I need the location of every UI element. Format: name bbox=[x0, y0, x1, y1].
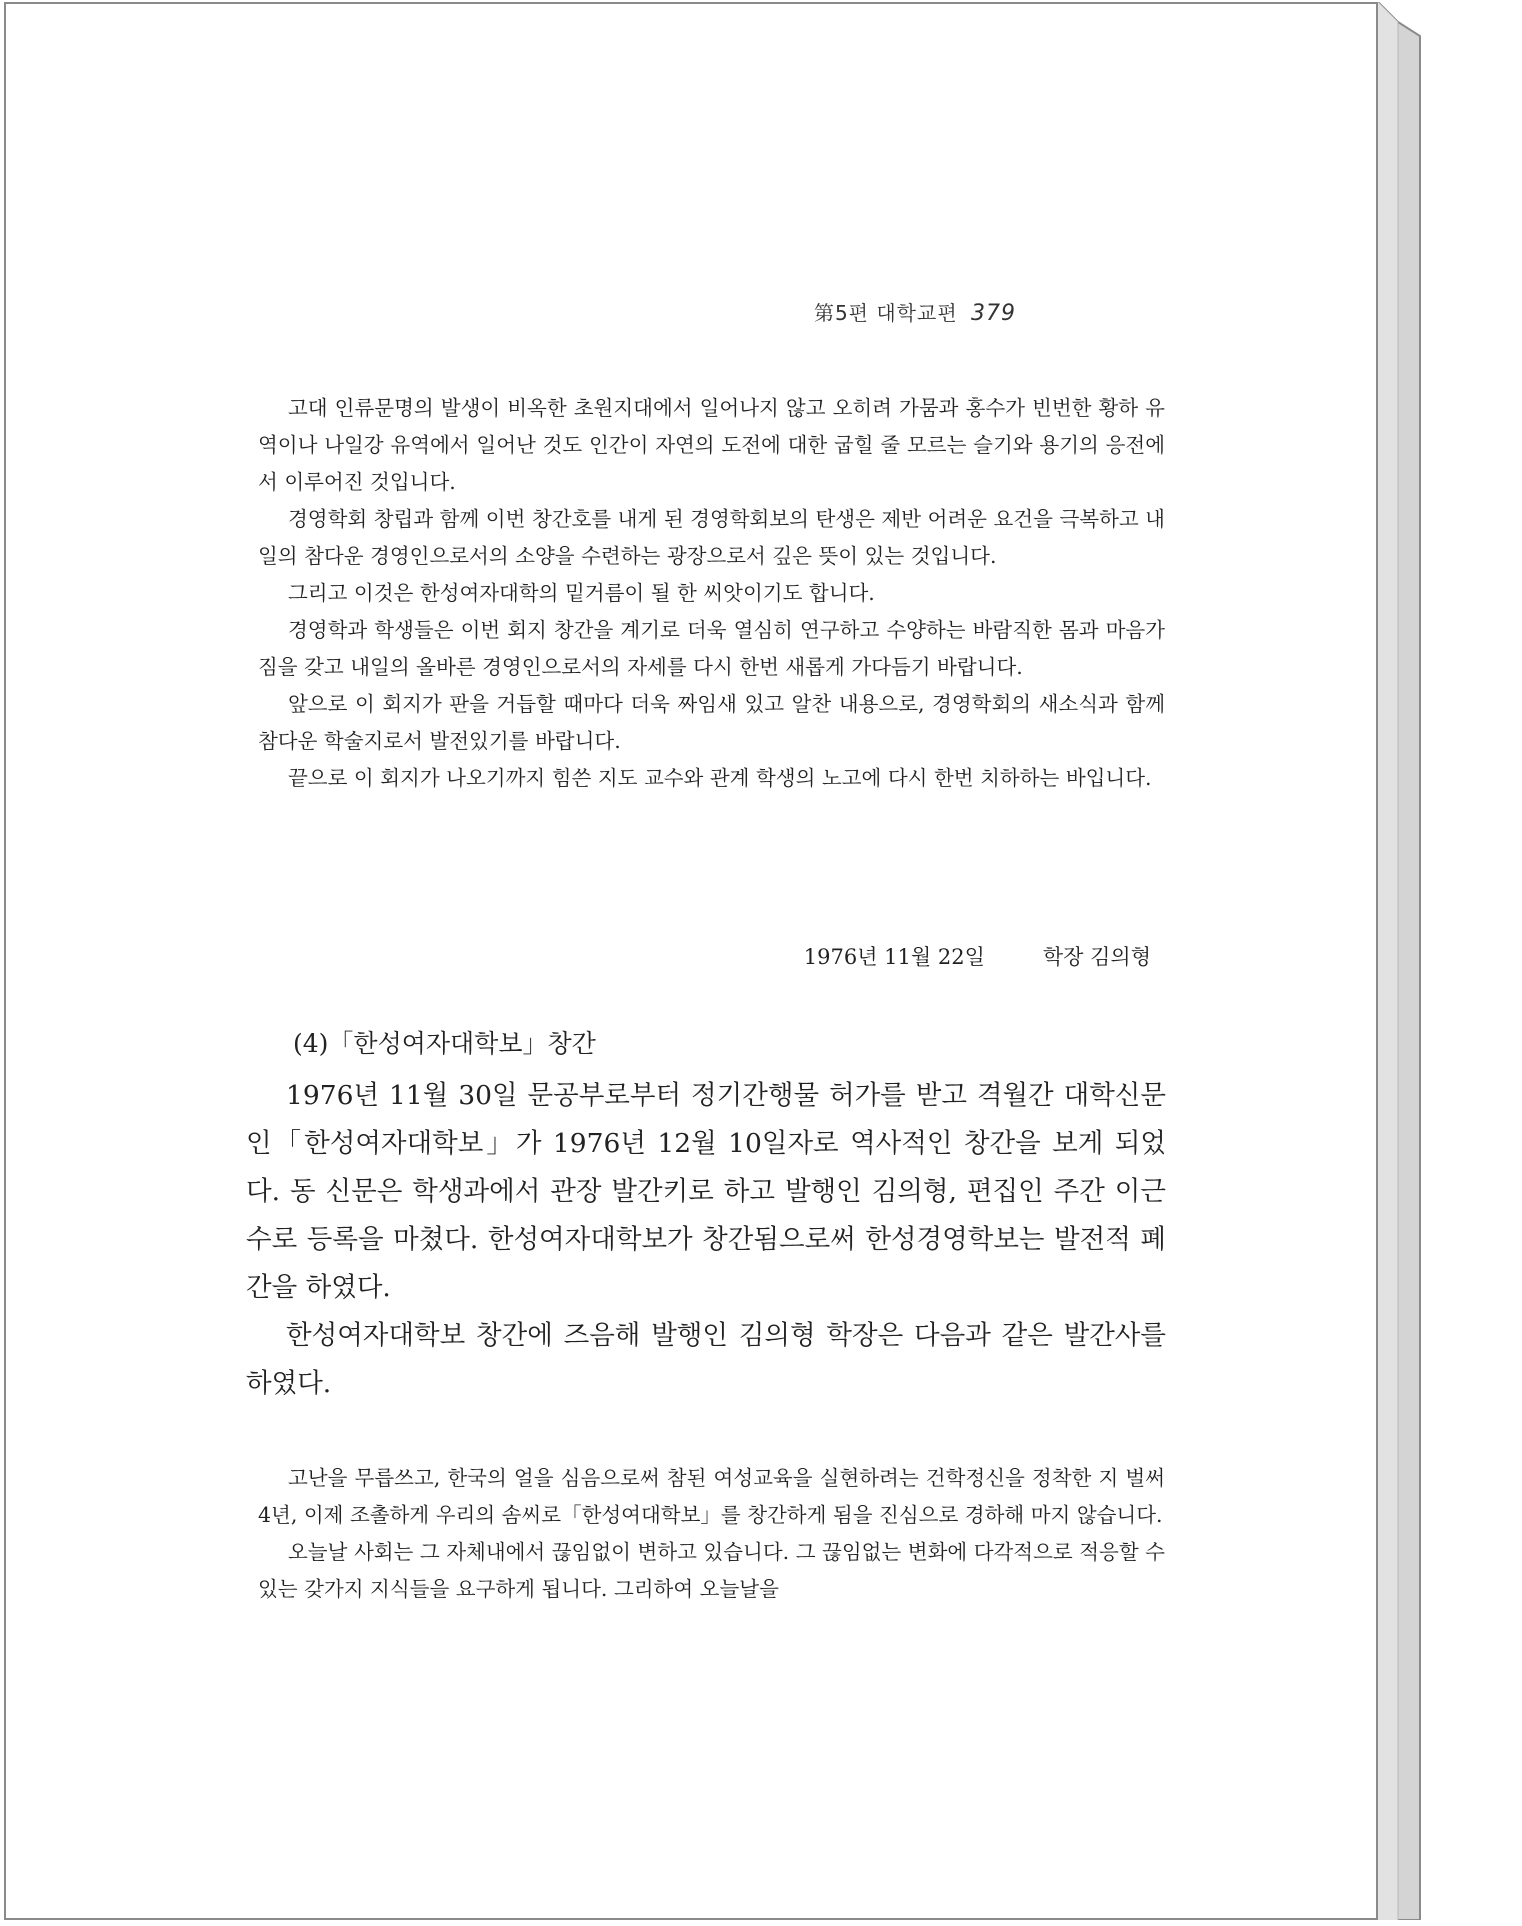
running-head bbox=[814, 297, 1016, 326]
signature-line bbox=[258, 941, 1151, 973]
quote-block-inaugural bbox=[258, 1460, 1165, 1608]
page-number: 379 bbox=[971, 301, 1016, 326]
quote1-paragraph: 경영학과 학생들은 이번 회지 창간을 계기로 더욱 열심히 연구하고 수양하는 바람직한 몸과 마음가짐을 갖고 내일의 올바른 경영인으로서의 자세를 다시 한번 새롭게 가다듬기 바랍니다. bbox=[258, 618, 1165, 679]
signature-date: 1976년 11월 22일 bbox=[803, 945, 985, 969]
body-text bbox=[246, 1072, 1166, 1408]
quote1-paragraph: 끝으로 이 회지가 나오기까지 힘쓴 지도 교수와 관계 학생의 노고에 다시 한번 치하하는 바입니다. bbox=[288, 766, 1152, 790]
document-page bbox=[4, 2, 1378, 1920]
page-stack-edge bbox=[1378, 2, 1426, 1920]
quote-block-congratulatory bbox=[258, 390, 1165, 797]
signature-author: 학장 김의형 bbox=[1042, 945, 1151, 969]
section-heading: (4)「한성여자대학보」창간 bbox=[293, 1029, 596, 1058]
quote2-paragraph: 오늘날 사회는 그 자체내에서 끊임없이 변하고 있습니다. 그 끊임없는 변화에 다각적으로 적응할 수 있는 갖가지 지식들을 요구하게 됩니다. 그리하여 오늘날을 bbox=[258, 1540, 1165, 1601]
quote2-paragraph: 고난을 무릅쓰고, 한국의 얼을 심음으로써 참된 여성교육을 실현하려는 건학정신을 정착한 지 벌써 4년, 이제 조촐하게 우리의 솜씨로「한성여대학보」를 창간하게 됨을 진심으로 경하해 마지 않습니다. bbox=[258, 1466, 1165, 1527]
body-paragraph: 한성여자대학보 창간에 즈음해 발행인 김의형 학장은 다음과 같은 발간사를 하였다. bbox=[246, 1320, 1166, 1399]
body-paragraph: 1976년 11월 30일 문공부로부터 정기간행물 허가를 받고 격월간 대학신문인「한성여자대학보」가 1976년 12월 10일자로 역사적인 창간을 보게 되었다. 동 신문은 학생과에서 관장 발간키로 하고 발행인 김의형, 편집인 주간 이근수로 등록을 마쳤다. 한성여자대학보가 창간됨으로써 한성경영학보는 발전적 폐간을 하였다. bbox=[246, 1080, 1166, 1303]
quote1-paragraph: 앞으로 이 회지가 판을 거듭할 때마다 더욱 짜임새 있고 알찬 내용으로, 경영학회의 새소식과 함께 참다운 학술지로서 발전있기를 바랍니다. bbox=[258, 692, 1165, 753]
quote1-paragraph: 고대 인류문명의 발생이 비옥한 초원지대에서 일어나지 않고 오히려 가뭄과 홍수가 빈번한 황하 유역이나 나일강 유역에서 일어난 것도 인간이 자연의 도전에 대한 굽힐 줄 모르는 슬기와 용기의 응전에서 이루어진 것입니다. bbox=[258, 396, 1165, 494]
quote1-paragraph: 경영학회 창립과 함께 이번 창간호를 내게 된 경영학회보의 탄생은 제반 어려운 요건을 극복하고 내일의 참다운 경영인으로서의 소양을 수련하는 광장으로서 깊은 뜻이 있는 것입니다. bbox=[258, 507, 1165, 568]
running-head-label: 第5편 대학교편 bbox=[813, 301, 958, 325]
quote1-paragraph: 그리고 이것은 한성여자대학의 밑거름이 될 한 씨앗이기도 합니다. bbox=[288, 581, 875, 605]
